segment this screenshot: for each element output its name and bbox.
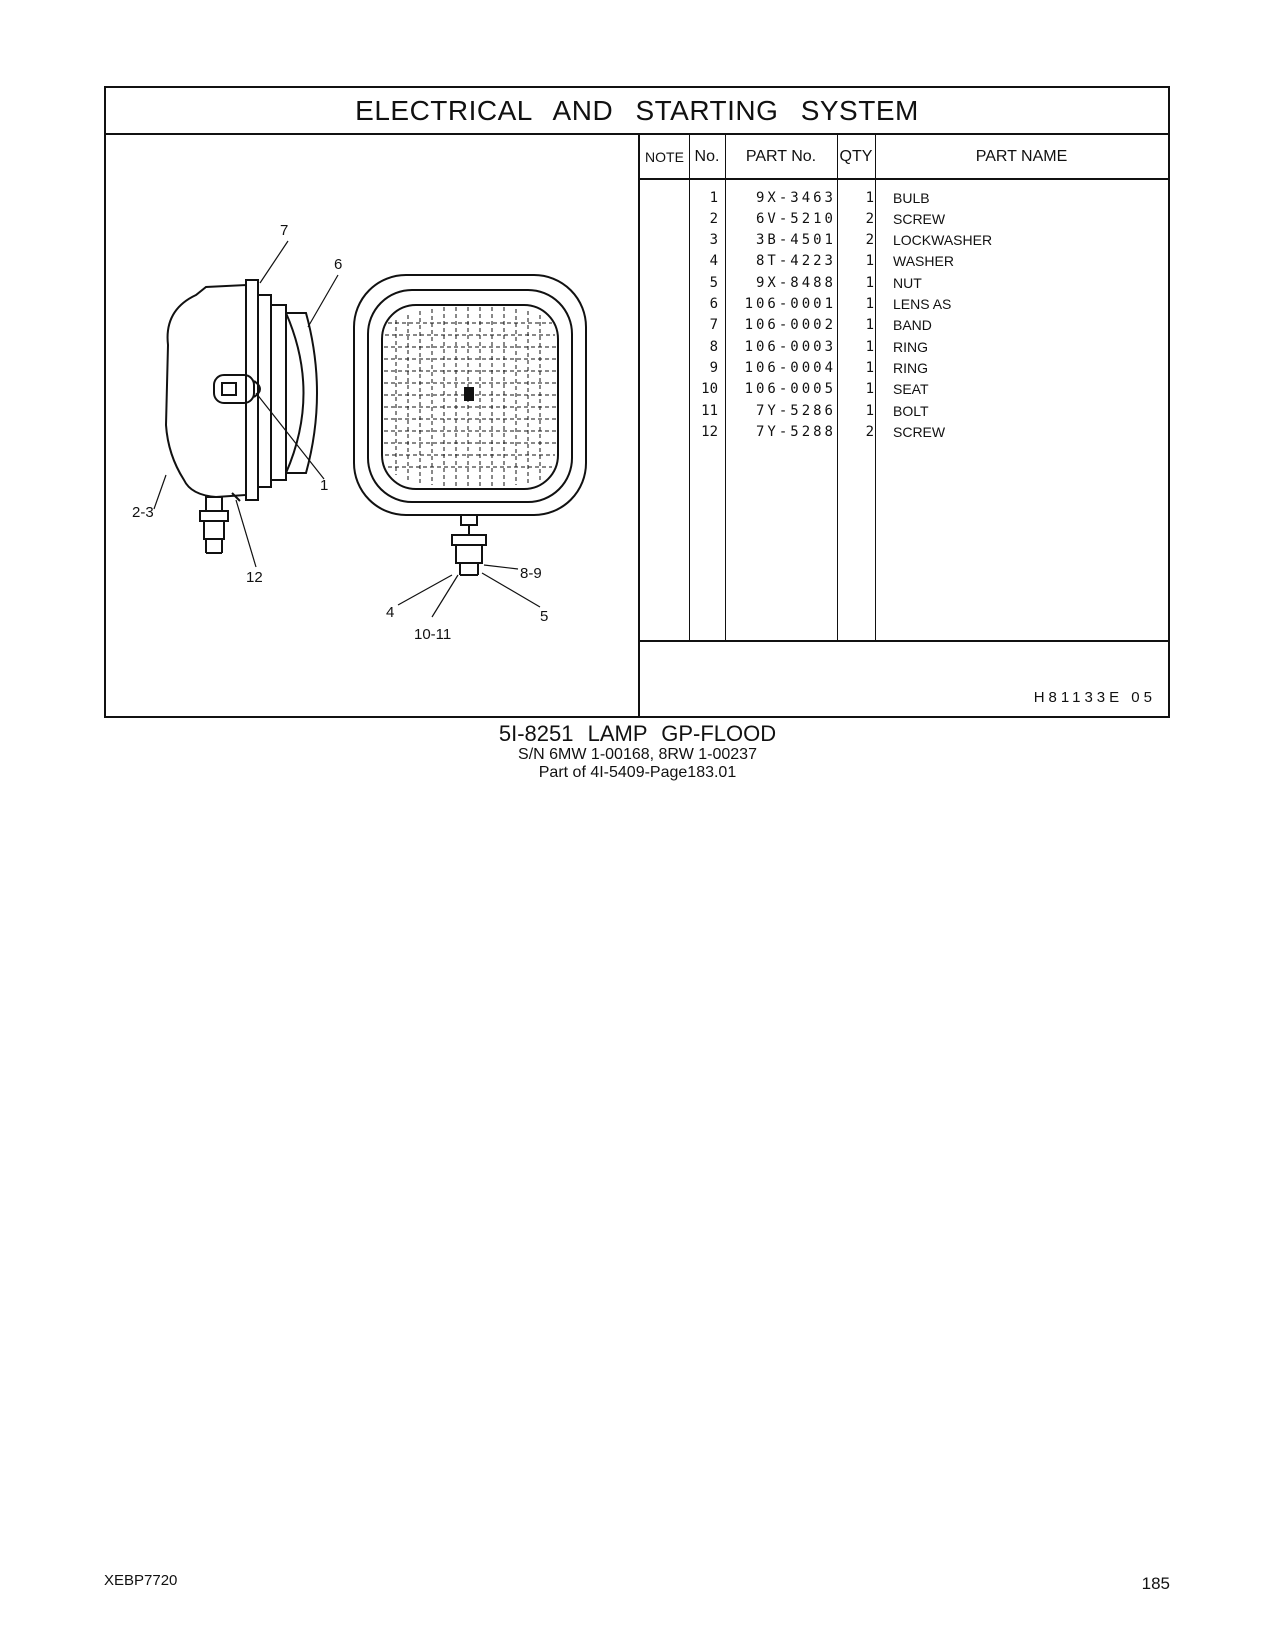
lamp-illustration bbox=[106, 135, 640, 718]
row-no: 5 bbox=[709, 275, 718, 291]
table-row bbox=[640, 421, 1168, 443]
page-number: 185 bbox=[1141, 1574, 1170, 1593]
row-no: 11 bbox=[701, 403, 718, 419]
row-no: 12 bbox=[701, 424, 718, 440]
table-row bbox=[640, 357, 1168, 379]
callout-7: 7 bbox=[280, 222, 289, 239]
section-title: ELECTRICAL AND STARTING SYSTEM bbox=[106, 88, 1168, 135]
table-row bbox=[640, 187, 1168, 209]
parts-page-frame bbox=[104, 86, 1170, 718]
row-qty: 1 bbox=[865, 190, 874, 206]
row-part-no: 7Y-5286 bbox=[755, 403, 836, 419]
table-row bbox=[640, 293, 1168, 315]
row-no: 1 bbox=[709, 190, 718, 206]
row-part-name: WASHER bbox=[893, 253, 954, 269]
row-qty: 1 bbox=[865, 360, 874, 376]
row-no: 10 bbox=[701, 381, 718, 397]
callout-4: 4 bbox=[386, 604, 395, 621]
figure-caption bbox=[0, 722, 1275, 782]
row-qty: 1 bbox=[865, 317, 874, 333]
row-qty: 1 bbox=[865, 296, 874, 312]
row-qty: 2 bbox=[865, 211, 874, 227]
row-qty: 2 bbox=[865, 424, 874, 440]
header-note: NOTE bbox=[645, 149, 684, 165]
row-part-no: 3B-4501 bbox=[755, 232, 836, 248]
row-no: 4 bbox=[709, 253, 718, 269]
row-part-no: 7Y-5288 bbox=[755, 424, 836, 440]
row-qty: 1 bbox=[865, 381, 874, 397]
row-part-no: 9X-3463 bbox=[755, 190, 836, 206]
callout-10-11: 10-11 bbox=[414, 626, 452, 643]
row-part-no: 8T-4223 bbox=[755, 253, 836, 269]
row-part-name: BOLT bbox=[893, 403, 929, 419]
table-row bbox=[640, 229, 1168, 251]
table-row bbox=[640, 272, 1168, 294]
document-id: XEBP7720 bbox=[104, 1572, 178, 1589]
row-no: 2 bbox=[709, 211, 718, 227]
table-row bbox=[640, 336, 1168, 358]
row-no: 6 bbox=[709, 296, 718, 312]
header-part-name: PART NAME bbox=[975, 148, 1068, 165]
table-row bbox=[640, 400, 1168, 422]
callout-6: 6 bbox=[334, 256, 343, 273]
caption-serial: S/N 6MW 1-00168, 8RW 1-00237 bbox=[518, 746, 757, 763]
row-no: 7 bbox=[709, 317, 718, 333]
callout-1: 1 bbox=[320, 477, 329, 494]
lamp-exploded-view bbox=[106, 135, 638, 718]
row-part-name: RING bbox=[893, 339, 928, 355]
table-bottom-divider bbox=[640, 640, 1168, 642]
row-part-name: SCREW bbox=[893, 424, 946, 440]
table-row bbox=[640, 208, 1168, 230]
row-part-no: 106-0001 bbox=[744, 296, 836, 312]
row-no: 3 bbox=[709, 232, 718, 248]
row-qty: 2 bbox=[865, 232, 874, 248]
callout-2-3: 2-3 bbox=[132, 504, 154, 521]
table-row bbox=[640, 250, 1168, 272]
row-part-no: 6V-5210 bbox=[755, 211, 836, 227]
row-part-name: SCREW bbox=[893, 211, 946, 227]
table-footer-code: H81133E 05 bbox=[1033, 689, 1156, 706]
table-row bbox=[640, 314, 1168, 336]
row-part-no: 106-0003 bbox=[744, 339, 836, 355]
callout-12: 12 bbox=[246, 569, 263, 586]
row-no: 8 bbox=[709, 339, 718, 355]
row-qty: 1 bbox=[865, 253, 874, 269]
row-part-name: SEAT bbox=[893, 381, 929, 397]
caption-part-of: Part of 4I-5409-Page183.01 bbox=[538, 764, 737, 781]
header-part-no: PART No. bbox=[745, 148, 817, 165]
row-qty: 1 bbox=[865, 275, 874, 291]
row-qty: 1 bbox=[865, 403, 874, 419]
table-row bbox=[640, 378, 1168, 400]
callout-5: 5 bbox=[540, 608, 549, 625]
row-part-no: 106-0004 bbox=[744, 360, 836, 376]
row-part-no: 9X-8488 bbox=[755, 275, 836, 291]
row-part-name: BULB bbox=[893, 190, 930, 206]
row-part-name: NUT bbox=[893, 275, 922, 291]
header-no: No. bbox=[694, 148, 720, 165]
row-no: 9 bbox=[709, 360, 718, 376]
callout-8-9: 8-9 bbox=[520, 565, 542, 582]
row-part-no: 106-0005 bbox=[744, 381, 836, 397]
parts-table bbox=[640, 135, 1168, 718]
row-part-name: BAND bbox=[893, 317, 932, 333]
row-part-name: LENS AS bbox=[893, 296, 952, 312]
row-part-no: 106-0002 bbox=[744, 317, 836, 333]
caption-title: 5I-8251 LAMP GP-FLOOD bbox=[498, 721, 777, 746]
row-qty: 1 bbox=[865, 339, 874, 355]
header-qty: QTY bbox=[839, 148, 873, 165]
header-divider bbox=[640, 178, 1168, 180]
row-part-name: LOCKWASHER bbox=[893, 232, 993, 248]
row-part-name: RING bbox=[893, 360, 928, 376]
